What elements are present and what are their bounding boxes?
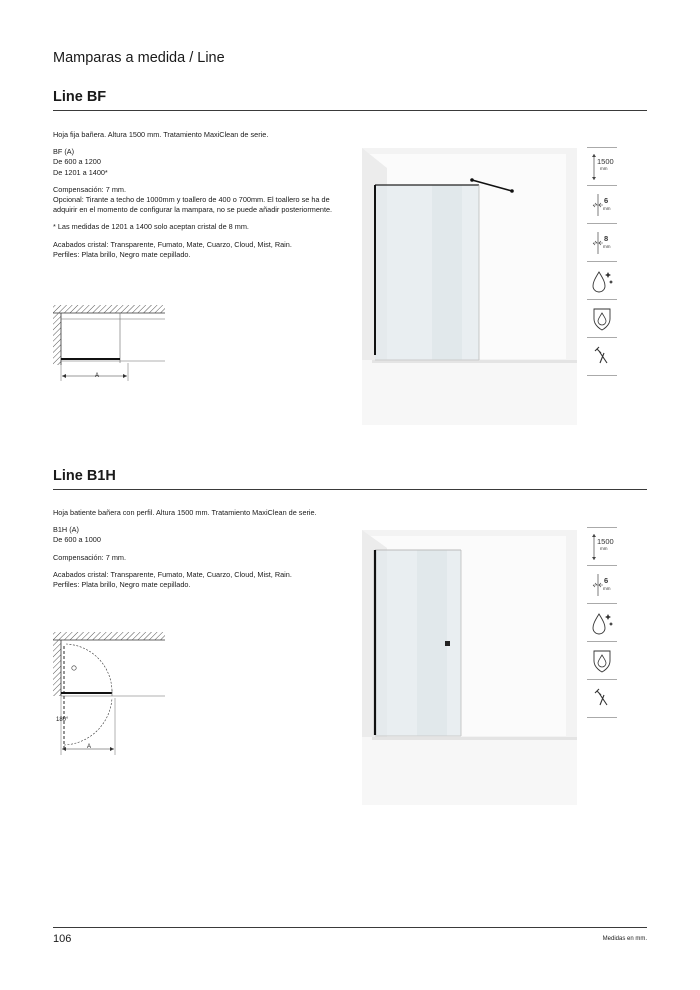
opcional: Opcional: Tirante a techo de 1000mm y toallero de 400 o 700mm. El toallero se ha de adquirir en el momento de configurar la mampara, no se puede añadir posteriormente.: [53, 195, 333, 215]
height-icon: 1500 mm: [587, 527, 617, 566]
section-title-line-b1h: Line B1H: [53, 468, 116, 484]
angle-label: 180°: [56, 717, 69, 723]
model-line: De 600 a 1000: [53, 535, 101, 545]
acabados: Acabados cristal: Transparente, Fumato, Mate, Cuarzo, Cloud, Mist, Rain.: [53, 569, 292, 579]
section-text-line-b1h: [53, 508, 343, 590]
plan-diagram-line-b1h: [40, 630, 170, 755]
acabados: Acabados cristal: Transparente, Fumato, Mate, Cuarzo, Cloud, Mist, Rain.: [53, 239, 292, 249]
description: Hoja batiente bañera con perfil. Altura 1500 mm. Tratamiento MaxiClean de serie.: [53, 508, 317, 517]
section-text-line-bf: [53, 130, 343, 260]
shield-drop-icon: [587, 300, 617, 338]
page-title: Mamparas a medida / Line: [53, 50, 225, 66]
dimension-label: A: [95, 373, 100, 379]
thickness-icon: 8 mm: [587, 224, 617, 262]
section-divider: [53, 110, 647, 111]
section-divider: [53, 489, 647, 490]
maxiclean-drop-icon: [587, 604, 617, 642]
perfiles: Perfiles: Plata brillo, Negro mate cepillado.: [53, 249, 191, 259]
perfiles: Perfiles: Plata brillo, Negro mate cepillado.: [53, 580, 191, 590]
model-line: BF (A): [53, 147, 75, 157]
tools-icon: [587, 680, 617, 718]
shield-drop-icon: [587, 642, 617, 680]
plan-diagram-line-bf: [40, 303, 170, 388]
description: Hoja fija bañera. Altura 1500 mm. Tratamiento MaxiClean de serie.: [53, 130, 269, 139]
model-line: De 600 a 1200: [53, 157, 101, 167]
footer-note: Medidas en mm.: [602, 936, 647, 942]
tools-icon: [587, 338, 617, 376]
note: * Las medidas de 1201 a 1400 solo aceptan cristal de 8 mm.: [53, 222, 249, 232]
model-line: B1H (A): [53, 525, 79, 535]
model-line: De 1201 a 1400*: [53, 167, 108, 177]
page-number: 106: [53, 933, 72, 945]
compensacion: Compensación: 7 mm.: [53, 552, 126, 562]
product-photo-line-bf: [362, 148, 577, 425]
feature-icons-line-bf: [587, 147, 617, 376]
maxiclean-drop-icon: [587, 262, 617, 300]
footer-divider: [53, 927, 647, 928]
height-icon: 1500 mm: [587, 147, 617, 186]
section-title-line-bf: Line BF: [53, 89, 107, 105]
thickness-icon: 6 mm: [587, 566, 617, 604]
product-photo-line-b1h: [362, 530, 577, 805]
feature-icons-line-b1h: [587, 527, 617, 718]
compensacion: Compensación: 7 mm.: [53, 184, 126, 194]
dimension-label: A: [87, 744, 92, 750]
thickness-icon: 6 mm: [587, 186, 617, 224]
